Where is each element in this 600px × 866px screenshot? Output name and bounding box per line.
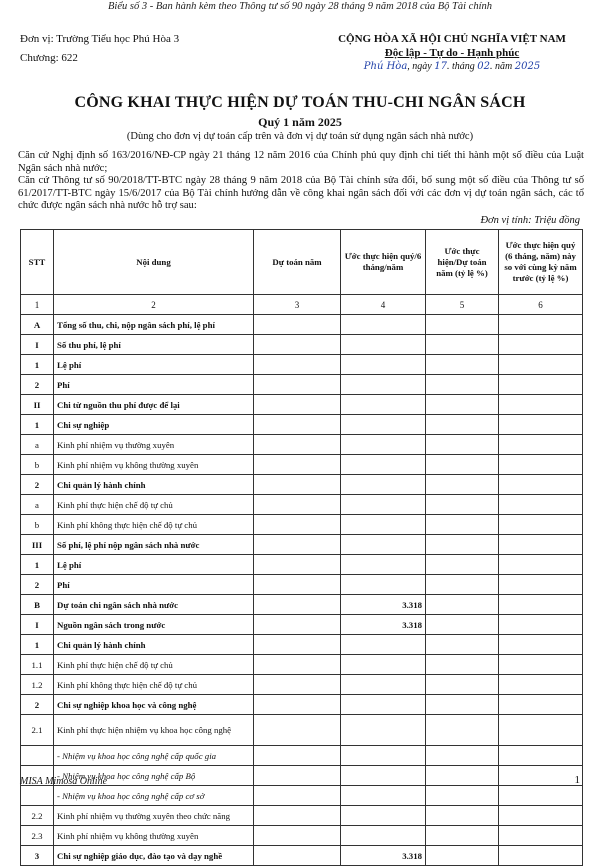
row-pct-plan [426, 615, 499, 635]
row-pct-plan [426, 495, 499, 515]
column-number: 2 [54, 295, 254, 315]
table-row [21, 555, 583, 575]
row-pct-plan [426, 655, 499, 675]
row-content: Dự toán chi ngân sách nhà nước [54, 595, 254, 615]
row-stt: b [21, 455, 54, 475]
row-pct-prev [499, 395, 583, 415]
row-content: Kinh phí nhiệm vụ không thường xuyên [54, 455, 254, 475]
table-row [21, 535, 583, 555]
row-pct-prev [499, 515, 583, 535]
row-pct-prev [499, 575, 583, 595]
row-actual [341, 806, 426, 826]
row-stt: 1.2 [21, 675, 54, 695]
row-actual: 3.318 [341, 846, 426, 866]
row-content: Chi sự nghiệp giáo dục, đào tạo và dạy nghề [54, 846, 254, 866]
column-header: STT [21, 230, 54, 295]
row-pct-prev [499, 435, 583, 455]
row-pct-plan [426, 335, 499, 355]
row-pct-prev [499, 786, 583, 806]
row-content: Kinh phí thực hiện nhiệm vụ khoa học công nghệ [54, 715, 254, 746]
column-number: 5 [426, 295, 499, 315]
date-day-label: , ngày [407, 61, 432, 72]
row-actual [341, 695, 426, 715]
column-header: Ước thực hiện quý/6 tháng/năm [341, 230, 426, 295]
row-pct-prev [499, 375, 583, 395]
column-header: Ước thực hiện/Dự toán năm (tỷ lệ %) [426, 230, 499, 295]
table-row [21, 435, 583, 455]
row-actual [341, 495, 426, 515]
row-actual [341, 355, 426, 375]
row-content: Phí [54, 575, 254, 595]
unit-of-measure: Đơn vị tính: Triệu đồng [480, 215, 580, 226]
row-pct-prev [499, 695, 583, 715]
row-actual [341, 555, 426, 575]
table-row [21, 746, 583, 766]
row-estimate [254, 355, 341, 375]
page-title: CÔNG KHAI THỰC HIỆN DỰ TOÁN THU-CHI NGÂN SÁCH [74, 94, 526, 111]
usage-note: (Dùng cho đơn vị dự toán cấp trên và đơn vị dự toán sử dụng ngân sách nhà nước) [126, 131, 474, 142]
row-pct-prev [499, 495, 583, 515]
report-period: Quý 1 năm 2025 [258, 115, 342, 129]
page-number: 1 [574, 774, 580, 786]
row-stt: a [21, 435, 54, 455]
row-pct-plan [426, 695, 499, 715]
table-row [21, 846, 583, 866]
row-estimate [254, 826, 341, 846]
table-header-row [21, 230, 583, 295]
row-content: - Nhiệm vụ khoa học công nghệ cấp quốc gia [54, 746, 254, 766]
motto-text: Độc lập - Tự do - Hạnh phúc [384, 47, 520, 59]
row-content: Chi quản lý hành chính [54, 475, 254, 495]
row-stt: III [21, 535, 54, 555]
row-actual [341, 575, 426, 595]
table-row [21, 575, 583, 595]
row-pct-plan [426, 355, 499, 375]
row-stt: 2 [21, 475, 54, 495]
row-estimate [254, 475, 341, 495]
row-stt: 2.3 [21, 826, 54, 846]
row-pct-prev [499, 355, 583, 375]
row-content: Nguồn ngân sách trong nước [54, 615, 254, 635]
row-pct-prev [499, 415, 583, 435]
row-actual [341, 375, 426, 395]
row-pct-prev [499, 806, 583, 826]
row-content: Kinh phí thực hiện chế độ tự chủ [54, 495, 254, 515]
row-pct-plan [426, 806, 499, 826]
row-estimate [254, 655, 341, 675]
row-pct-prev [499, 595, 583, 615]
row-actual [341, 655, 426, 675]
row-content: Số thu phí, lệ phí [54, 335, 254, 355]
row-estimate [254, 635, 341, 655]
date-day: 17 [434, 61, 447, 72]
row-stt: B [21, 595, 54, 615]
table-row [21, 355, 583, 375]
column-number: 3 [254, 295, 341, 315]
row-pct-prev [499, 746, 583, 766]
row-content: Kinh phí thực hiện chế độ tự chủ [54, 655, 254, 675]
date-year-label: . năm [490, 61, 513, 72]
row-pct-plan [426, 555, 499, 575]
row-pct-plan [426, 575, 499, 595]
row-actual [341, 335, 426, 355]
row-stt: 1 [21, 555, 54, 575]
row-pct-prev [499, 315, 583, 335]
row-pct-plan [426, 595, 499, 615]
row-pct-plan [426, 635, 499, 655]
row-actual [341, 435, 426, 455]
row-estimate [254, 495, 341, 515]
row-estimate [254, 675, 341, 695]
row-pct-prev [499, 475, 583, 495]
row-stt: I [21, 335, 54, 355]
row-estimate [254, 746, 341, 766]
row-stt [21, 786, 54, 806]
row-pct-prev [499, 766, 583, 786]
row-estimate [254, 515, 341, 535]
row-actual: 3.318 [341, 595, 426, 615]
column-number: 1 [21, 295, 54, 315]
row-pct-plan [426, 826, 499, 846]
row-pct-plan [426, 435, 499, 455]
unit-label: Đơn vị: Trường Tiểu học Phú Hòa 3 [20, 33, 180, 45]
table-row [21, 635, 583, 655]
row-content: Chi sự nghiệp khoa học và công nghệ [54, 695, 254, 715]
row-pct-plan [426, 715, 499, 746]
row-estimate [254, 455, 341, 475]
row-pct-prev [499, 555, 583, 575]
row-pct-plan [426, 746, 499, 766]
row-content: Kinh phí không thực hiện chế độ tự chủ [54, 675, 254, 695]
row-actual [341, 455, 426, 475]
date-month: 02 [477, 61, 490, 72]
row-estimate [254, 555, 341, 575]
row-content: Lệ phí [54, 355, 254, 375]
row-estimate [254, 846, 341, 866]
chapter-label: Chương: 622 [20, 52, 78, 64]
row-actual [341, 675, 426, 695]
row-pct-prev [499, 535, 583, 555]
row-content: Lệ phí [54, 555, 254, 575]
row-actual: 3.318 [341, 615, 426, 635]
table-row [21, 395, 583, 415]
column-header: Dự toán năm [254, 230, 341, 295]
row-content: Chi sự nghiệp [54, 415, 254, 435]
row-estimate [254, 335, 341, 355]
table-row [21, 375, 583, 395]
row-stt: A [21, 315, 54, 335]
row-estimate [254, 375, 341, 395]
row-stt: 1 [21, 415, 54, 435]
date-month-label: . tháng [446, 61, 475, 72]
row-actual [341, 535, 426, 555]
row-content: Tổng số thu, chi, nộp ngân sách phí, lệ phí [54, 315, 254, 335]
row-content: - Nhiệm vụ khoa học công nghệ cấp Bộ [54, 766, 254, 786]
row-pct-prev [499, 635, 583, 655]
row-actual [341, 415, 426, 435]
row-estimate [254, 766, 341, 786]
row-actual [341, 746, 426, 766]
row-pct-plan [426, 766, 499, 786]
row-pct-plan [426, 315, 499, 335]
row-stt: b [21, 515, 54, 535]
row-estimate [254, 415, 341, 435]
row-actual [341, 766, 426, 786]
form-reference-note: Biểu số 3 - Ban hành kèm theo Thông tư số 90 ngày 28 tháng 9 năm 2018 của Bộ Tài chính [108, 1, 492, 12]
row-content: Kinh phí nhiệm vụ không thường xuyên [54, 826, 254, 846]
row-pct-plan [426, 415, 499, 435]
table-row [21, 335, 583, 355]
row-actual [341, 515, 426, 535]
date-line [322, 61, 582, 72]
motto [322, 47, 582, 59]
row-pct-plan [426, 515, 499, 535]
table-row [21, 826, 583, 846]
table-row [21, 715, 583, 746]
table-row [21, 415, 583, 435]
row-actual [341, 395, 426, 415]
row-content: - Nhiệm vụ khoa học công nghệ cấp cơ sở [54, 786, 254, 806]
column-header: Nội dung [54, 230, 254, 295]
legal-basis [18, 150, 584, 213]
row-pct-plan [426, 455, 499, 475]
row-pct-prev [499, 715, 583, 746]
row-content: Kinh phí không thực hiện chế độ tự chủ [54, 515, 254, 535]
column-number-row [21, 295, 583, 315]
table-row [21, 695, 583, 715]
table-row [21, 675, 583, 695]
nation-header: CỘNG HÒA XÃ HỘI CHỦ NGHĨA VIỆT NAM [338, 33, 566, 45]
row-stt: 3 [21, 846, 54, 866]
table-row [21, 615, 583, 635]
row-content: Phí [54, 375, 254, 395]
table-row [21, 806, 583, 826]
table-row [21, 495, 583, 515]
row-stt: 2 [21, 575, 54, 595]
date-place: Phú Hòa [363, 61, 408, 72]
row-content: Chi quản lý hành chính [54, 635, 254, 655]
row-stt: 2.2 [21, 806, 54, 826]
row-pct-prev [499, 615, 583, 635]
row-stt: 2 [21, 375, 54, 395]
legal-basis-decree: Căn cứ Nghị định số 163/2016/NĐ-CP ngày 21 tháng 12 năm 2016 của Chính phủ quy định chi tiết thi hành một số điều của Luật Ngân sách nhà nước; [18, 150, 584, 174]
row-estimate [254, 615, 341, 635]
row-pct-plan [426, 786, 499, 806]
row-actual [341, 786, 426, 806]
row-content: Chi từ nguồn thu phí được để lại [54, 395, 254, 415]
column-number: 4 [341, 295, 426, 315]
row-actual [341, 315, 426, 335]
row-pct-plan [426, 535, 499, 555]
row-estimate [254, 395, 341, 415]
row-pct-plan [426, 475, 499, 495]
row-stt: 1 [21, 355, 54, 375]
row-estimate [254, 435, 341, 455]
row-pct-prev [499, 826, 583, 846]
table-row [21, 595, 583, 615]
table-row [21, 455, 583, 475]
table-row [21, 475, 583, 495]
table-row [21, 786, 583, 806]
row-stt: 2.1 [21, 715, 54, 746]
row-actual [341, 715, 426, 746]
row-pct-prev [499, 655, 583, 675]
date-year: 2025 [514, 61, 541, 72]
budget-table [20, 229, 583, 866]
table-row [21, 515, 583, 535]
row-actual [341, 475, 426, 495]
row-stt: 1.1 [21, 655, 54, 675]
row-estimate [254, 695, 341, 715]
row-pct-plan [426, 395, 499, 415]
column-header: Ước thực hiện quý (6 tháng, năm) này so với cùng kỳ năm trước (tỷ lệ %) [499, 230, 583, 295]
software-footer: MISA Mimosa Online [20, 776, 108, 787]
row-actual [341, 826, 426, 846]
legal-basis-circular: Căn cứ Thông tư số 90/2018/TT-BTC ngày 28 tháng 9 năm 2018 của Bộ Tài chính sửa đổi, bổ sung một số điều của Thông tư số 61/2017/TT-BTC ngày 15/6/2017 của Bộ Tài chính hướng dẫn về công khai ngân sách đối với các đơn vị dự toán ngân sách, các tổ chức được ngân sách nhà nước hỗ trợ sau: [18, 175, 584, 211]
row-pct-prev [499, 335, 583, 355]
row-estimate [254, 715, 341, 746]
row-estimate [254, 786, 341, 806]
row-estimate [254, 806, 341, 826]
table-row [21, 315, 583, 335]
row-pct-plan [426, 846, 499, 866]
row-pct-prev [499, 675, 583, 695]
table-row [21, 655, 583, 675]
row-stt: 2 [21, 695, 54, 715]
row-stt: a [21, 495, 54, 515]
row-estimate [254, 595, 341, 615]
row-estimate [254, 535, 341, 555]
row-stt: II [21, 395, 54, 415]
row-actual [341, 635, 426, 655]
row-estimate [254, 575, 341, 595]
row-content: Số phí, lệ phí nộp ngân sách nhà nước [54, 535, 254, 555]
column-number: 6 [499, 295, 583, 315]
row-pct-plan [426, 675, 499, 695]
row-stt [21, 746, 54, 766]
row-pct-plan [426, 375, 499, 395]
row-stt: I [21, 615, 54, 635]
row-pct-prev [499, 455, 583, 475]
row-content: Kinh phí nhiệm vụ thường xuyên theo chức năng [54, 806, 254, 826]
row-estimate [254, 315, 341, 335]
row-stt: 1 [21, 635, 54, 655]
row-pct-prev [499, 846, 583, 866]
row-content: Kinh phí nhiệm vụ thường xuyên [54, 435, 254, 455]
